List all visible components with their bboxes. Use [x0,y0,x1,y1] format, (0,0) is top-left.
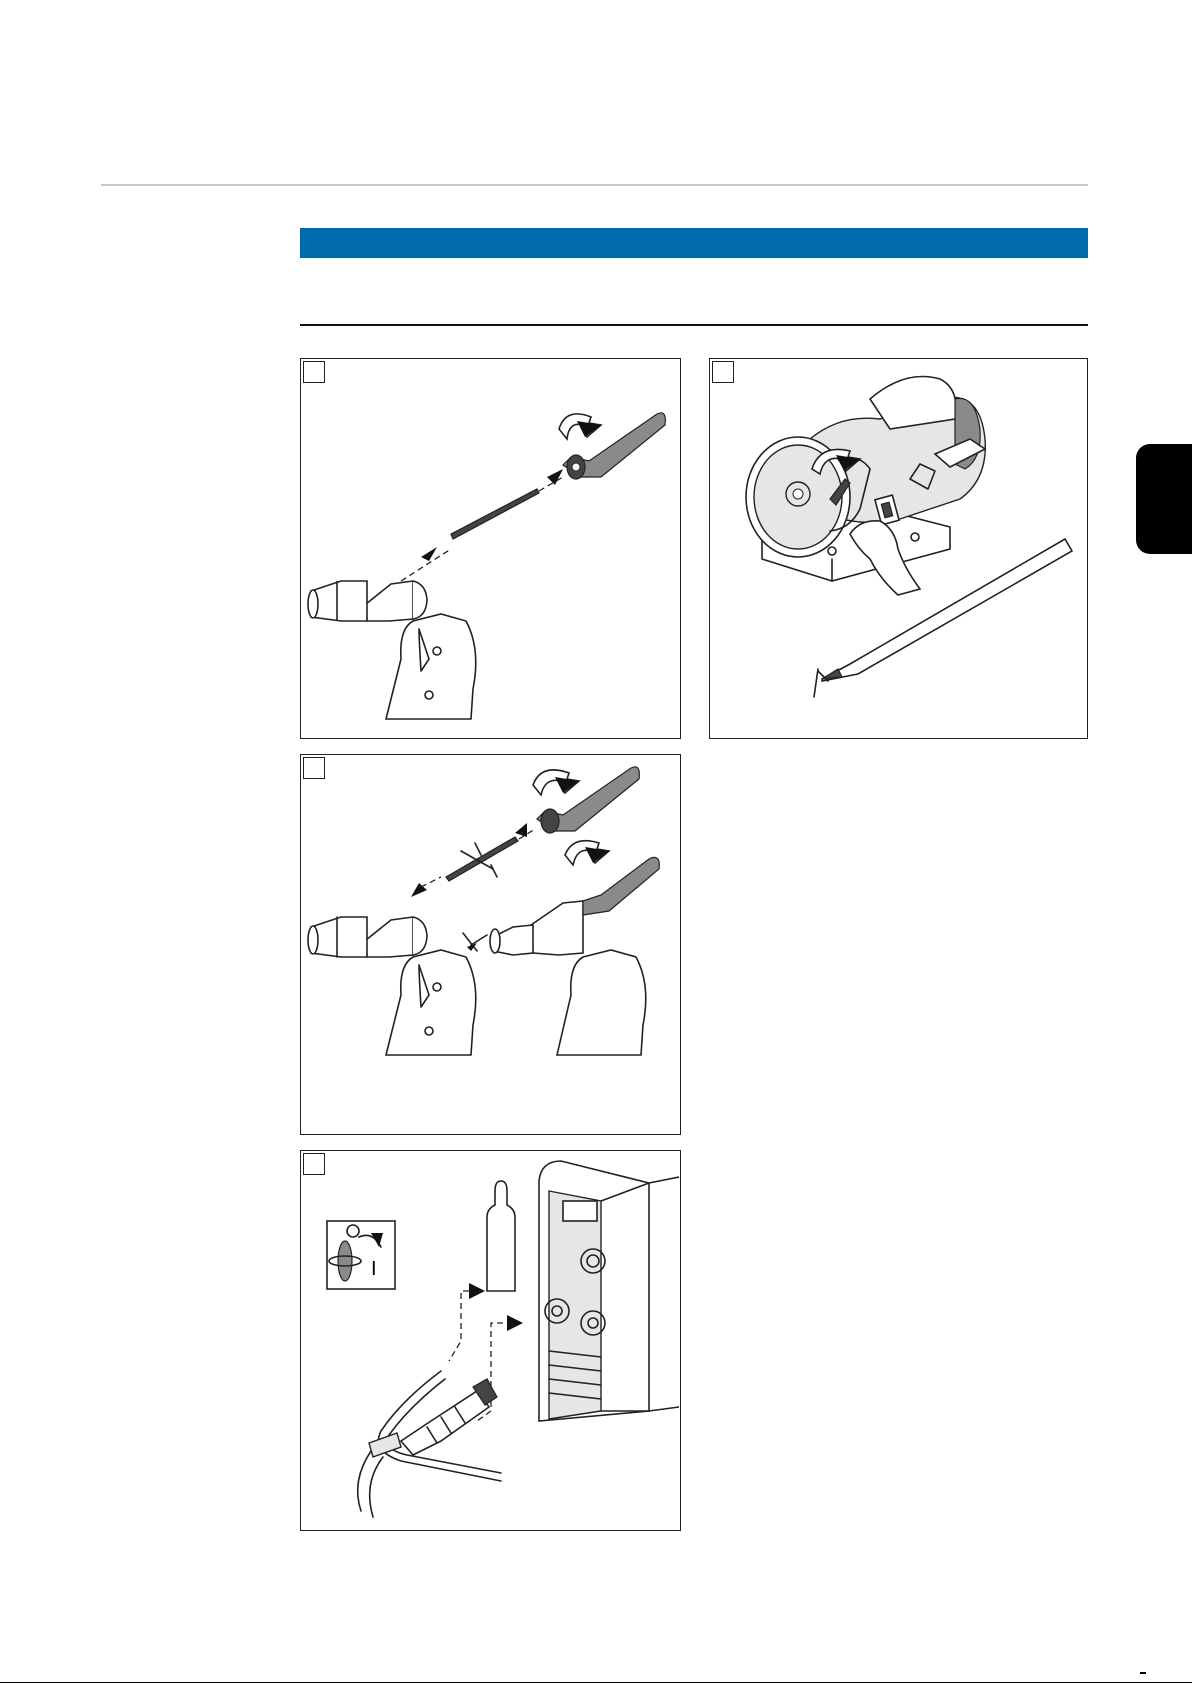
step-number-box [303,361,325,383]
step-number-box [303,757,325,779]
power-on-label: I [371,1258,377,1280]
remove-electrode-illustration [301,359,679,737]
page-number-mark [1140,1672,1146,1674]
step-2-panel [709,358,1088,739]
step-1-panel [300,358,681,739]
chapter-tab [1136,444,1192,554]
step-number-box [712,361,734,383]
sharpen-electrode-illustration [710,359,1086,737]
step-3-panel [300,754,681,1135]
section-divider [300,324,1088,326]
footer-rule [0,1682,1192,1683]
step-4-panel [300,1150,681,1531]
insert-electrode-illustration [301,755,679,1133]
connect-torch-illustration [301,1151,679,1529]
step-number-box [303,1153,325,1175]
section-title-bar [300,228,1088,258]
header-rule [101,184,1088,186]
